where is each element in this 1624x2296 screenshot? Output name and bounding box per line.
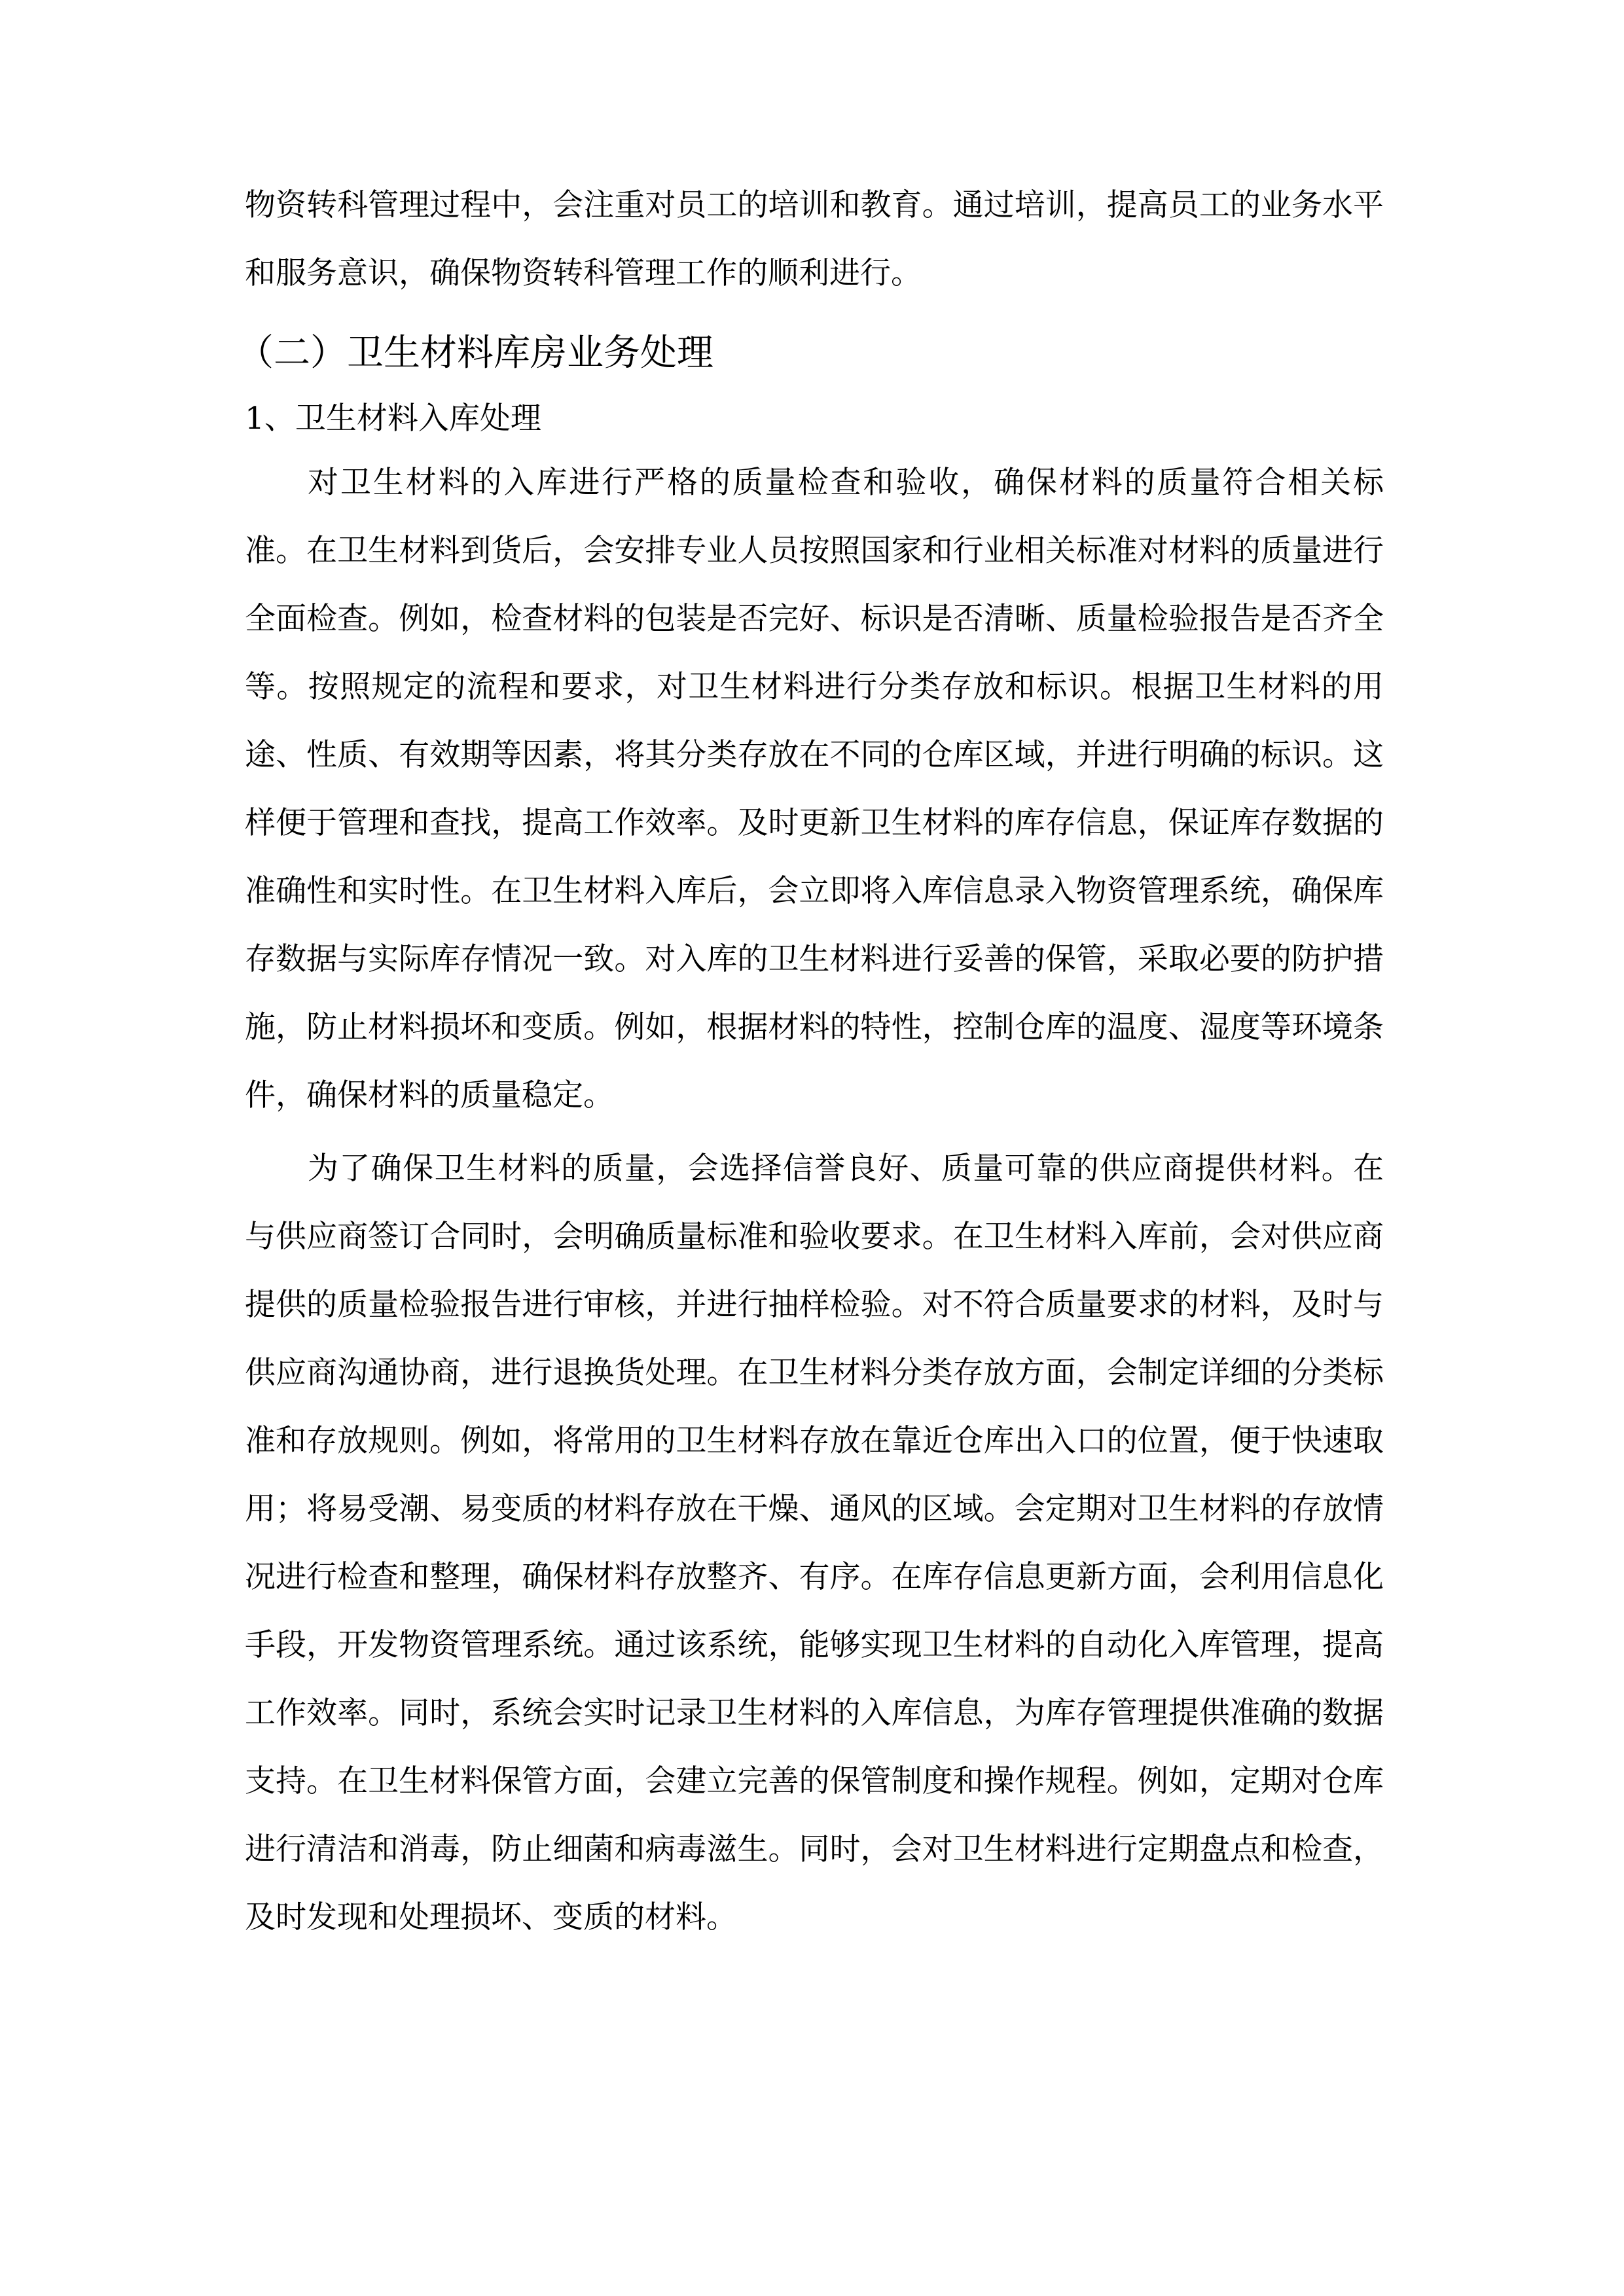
intro-paragraph: 物资转科管理过程中，会注重对员工的培训和教育。通过培训，提高员工的业务水平和服务意识，确保物资转科管理工作的顺利进行。 [245, 187, 1384, 291]
spacer [245, 1130, 1384, 1135]
section-heading: （二）卫生材料库房业务处理 [237, 332, 713, 374]
body-paragraph-1: 对卫生材料的入库进行严格的质量检查和验收，确保材料的质量符合相关标准。在卫生材料到货后，会安排专业人员按照国家和行业相关标准对材料的质量进行全面检查。例如，检查材料的包装是否完好、标识是否清晰、质量检验报告是否齐全等。按照规定的流程和要求，对卫生材料进行分类存放和标识。根据卫生材料的用途、性质、有效期等因素，将其分类存放在不同的仓库区域，并进行明确的标识。这样便于管理和查找，提高工作效率。及时更新卫生材料的库存信息，保证库存数据的准确性和实时性。在卫生材料入库后，会立即将入库信息录入物资管理系统，确保库存数据与实际库存情况一致。对入库的卫生材料进行妥善的保管，采取必要的防护措施，防止材料损坏和变质。例如，根据材料的特性，控制仓库的温度、湿度等环境条件，确保材料的质量稳定。 [245, 465, 1384, 1113]
spacer [245, 308, 1384, 318]
document-body [237, 171, 1384, 1952]
body-paragraph-2: 为了确保卫生材料的质量，会选择信誉良好、质量可靠的供应商提供材料。在与供应商签订合同时，会明确质量标准和验收要求。在卫生材料入库前，会对供应商提供的质量检验报告进行审核，并进行抽样检验。对不符合质量要求的材料，及时与供应商沟通协商，进行退换货处理。在卫生材料分类存放方面，会制定详细的分类标准和存放规则。例如，将常用的卫生材料存放在靠近仓库出入口的位置，便于快速取用；将易受潮、易变质的材料存放在干燥、通风的区域。会定期对卫生材料的存放情况进行检查和整理，确保材料存放整齐、有序。在库存信息更新方面，会利用信息化手段，开发物资管理系统。通过该系统，能够实现卫生材料的自动化入库管理，提高工作效率。同时，系统会实时记录卫生材料的入库信息，为库存管理提供准确的数据支持。在卫生材料保管方面，会建立完善的保管制度和操作规程。例如，定期对仓库进行清洁和消毒，防止细菌和病毒滋生。同时，会对卫生材料进行定期盘点和检查，及时发现和处理损坏、变质的材料。 [245, 1151, 1384, 1935]
subsection-heading: 1、卫生材料入库处理 [245, 401, 541, 437]
